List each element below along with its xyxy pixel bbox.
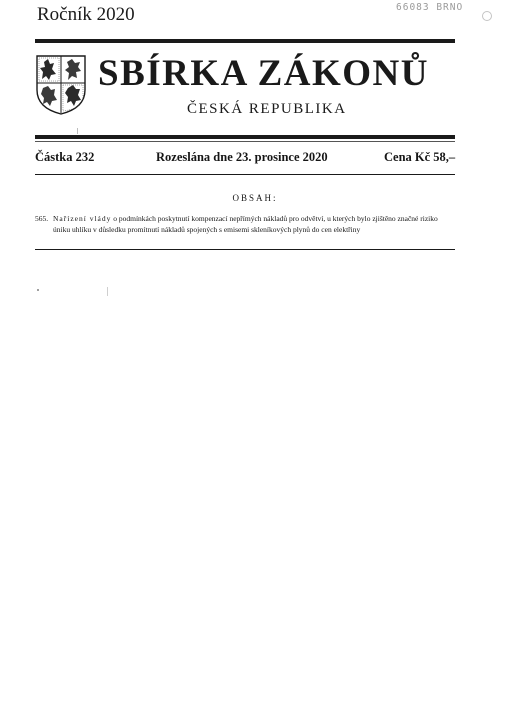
stamp-ring-icon bbox=[482, 11, 492, 21]
contents-bottom-rule bbox=[35, 249, 455, 250]
header-thin-rule bbox=[35, 141, 455, 142]
list-item-type: Nařízení vlády bbox=[53, 214, 112, 223]
scan-speck bbox=[107, 287, 108, 296]
list-item-number: 565. bbox=[35, 214, 49, 223]
archive-stamp: 66083 BRNO bbox=[396, 2, 464, 13]
scan-speck bbox=[77, 128, 78, 134]
header-heavy-rule bbox=[35, 135, 455, 139]
issue-date: Rozeslána dne 23. prosince 2020 bbox=[156, 150, 328, 164]
page-subtitle: ČESKÁ REPUBLIKA bbox=[187, 101, 347, 117]
part-number: Částka 232 bbox=[35, 150, 95, 164]
top-heavy-rule bbox=[35, 39, 455, 43]
list-item bbox=[53, 214, 456, 235]
contents-heading: OBSAH: bbox=[232, 193, 278, 203]
list-item-text: o podmínkách poskytnutí kompenzací nepřímých nákladů pro odvětví, u kterých bylo zjištěno značné riziko úniku uhlíku v důsledku promítnutí nákladů spojených s emisemi skleníkových plynů do cen elektřiny bbox=[53, 214, 438, 234]
price: Cena Kč 58,– bbox=[384, 150, 456, 164]
page-title: SBÍRKA ZÁKONŮ bbox=[98, 53, 429, 94]
meta-bottom-rule bbox=[35, 174, 455, 175]
scan-speck bbox=[37, 289, 39, 291]
year-label: Ročník 2020 bbox=[37, 4, 135, 25]
czech-coat-of-arms-icon bbox=[35, 54, 87, 116]
